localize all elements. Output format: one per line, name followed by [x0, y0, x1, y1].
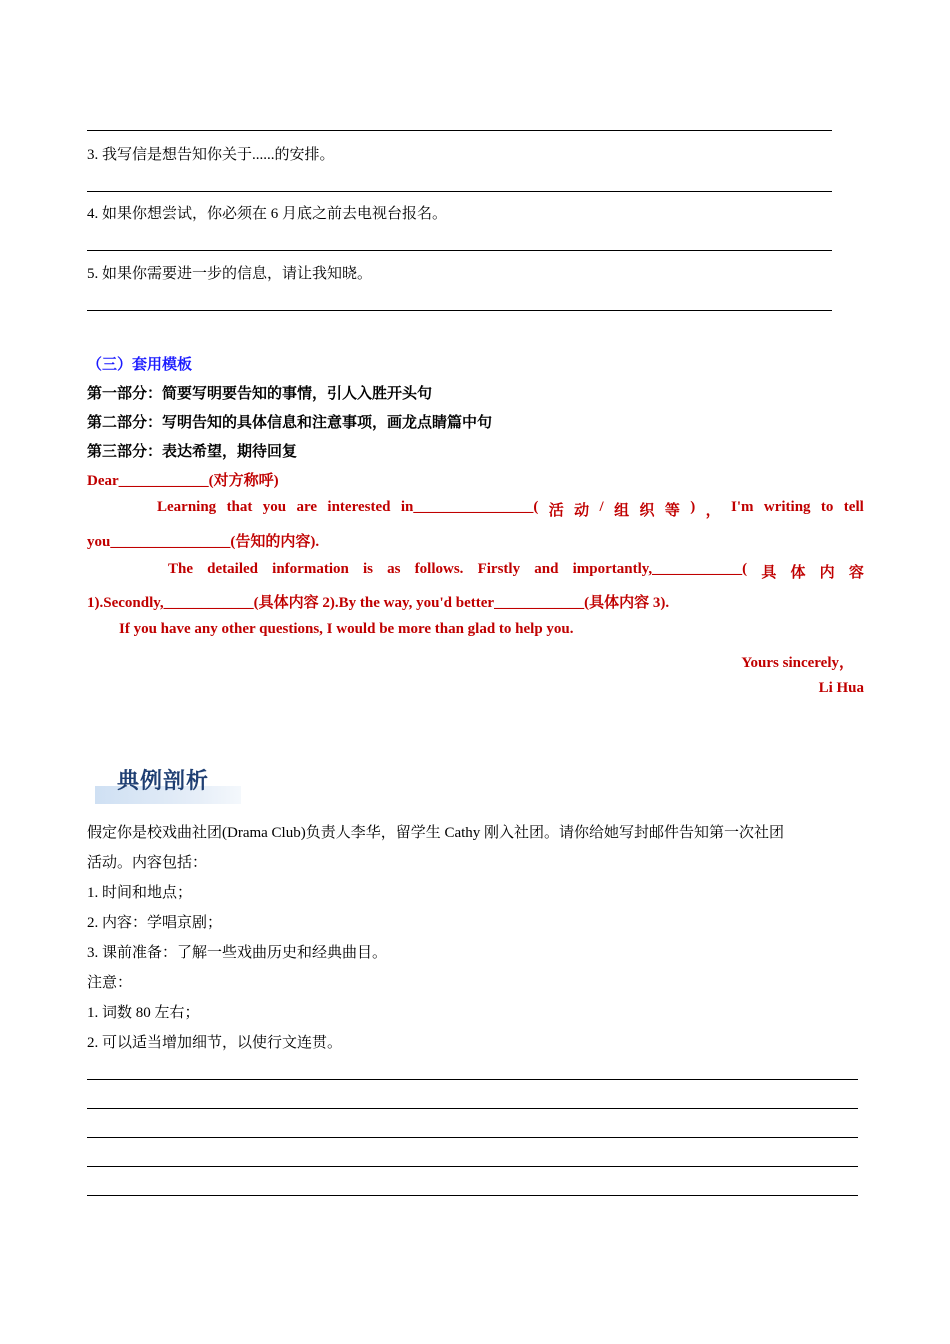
answer-line-5[interactable] — [87, 310, 832, 311]
p1-word: tell — [843, 499, 864, 515]
exercise-q3: 3. 我写信是想告知你关于......的安排。 — [87, 147, 335, 163]
task-line-1: 假定你是校戏曲社团(Drama Club)负责人李华，留学生 Cathy 刚入社团。请你给她写封邮件告知第一次社团 — [87, 825, 785, 841]
p1-word: 织 — [639, 503, 655, 519]
template-part2: 第二部分：写明告知的具体信息和注意事项，画龙点睛篇中句 — [87, 415, 493, 431]
p1-word: that — [226, 499, 253, 515]
writing-line-4[interactable] — [87, 1166, 858, 1167]
p2-word: 容 — [848, 565, 864, 581]
p1-word: Learning — [157, 499, 217, 515]
template-heading: （三）套用模板 — [87, 357, 193, 373]
p2-word: and — [534, 561, 559, 577]
writing-line-1[interactable] — [87, 1079, 858, 1080]
p1-word: 活 — [548, 503, 564, 519]
task-line-4: 2. 内容：学唱京剧； — [87, 915, 223, 931]
p1-word: to — [820, 499, 834, 515]
p1-word: interested — [327, 499, 391, 515]
p2-word: information — [272, 561, 349, 577]
template-paragraph1-line2: you________________(告知的内容). — [87, 534, 320, 550]
p2-word: is — [363, 561, 374, 577]
p1-word: writing — [763, 499, 811, 515]
task-line-7: 1. 词数 80 左右； — [87, 1005, 200, 1021]
exercise-q5: 5. 如果你需要进一步的信息，请让我知晓。 — [87, 266, 373, 282]
p1-word: in________________( — [400, 499, 539, 515]
p2-word: as — [387, 561, 401, 577]
p2-word: The — [168, 561, 194, 577]
task-line-3: 1. 时间和地点； — [87, 885, 193, 901]
template-paragraph2-line2: 1).Secondly,____________(具体内容 2).By the way, you'd better____________(具体内容 3). — [87, 595, 670, 611]
p1-word: 等 — [664, 503, 680, 519]
p1-word: ， — [705, 503, 721, 519]
writing-line-3[interactable] — [87, 1137, 858, 1138]
template-closing: Yours sincerely， — [741, 655, 854, 671]
badge-title: 典例剖析 — [117, 769, 210, 794]
template-salutation — [87, 469, 279, 490]
task-line-6: 注意： — [87, 975, 133, 991]
answer-line-2[interactable] — [87, 130, 832, 131]
answer-line-4[interactable] — [87, 250, 832, 251]
template-paragraph3: If you have any other questions, I would be more than glad to help you. — [119, 621, 574, 637]
salutation-dear: Dear — [87, 473, 119, 489]
document-page — [87, 0, 864, 1344]
writing-line-2[interactable] — [87, 1108, 858, 1109]
section-badge — [95, 764, 241, 806]
p2-word: importantly,____________( — [572, 561, 748, 577]
exercise-q4: 4. 如果你想尝试，你必须在 6 月底之前去电视台报名。 — [87, 206, 448, 222]
p2-word: detailed — [207, 561, 259, 577]
template-paragraph2-line1 — [168, 561, 864, 582]
answer-line-3[interactable] — [87, 191, 832, 192]
p2-word: follows. — [414, 561, 464, 577]
p1-word: 动 — [574, 503, 590, 519]
p1-word: are — [296, 499, 318, 515]
salutation-note: (对方称呼) — [208, 473, 279, 489]
p1-word: you — [262, 499, 287, 515]
p2-word: 体 — [790, 565, 806, 581]
example-task — [87, 818, 864, 1058]
template-part1: 第一部分：简要写明要告知的事情，引人入胜开头句 — [87, 386, 433, 402]
p1-word: I'm — [731, 499, 754, 515]
p1-word: 组 — [614, 503, 630, 519]
p1-word: ) — [690, 499, 696, 515]
template-part3: 第三部分：表达希望，期待回复 — [87, 444, 298, 460]
task-line-2: 活动。内容包括： — [87, 855, 208, 871]
template-signature: Li Hua — [818, 680, 864, 696]
template-paragraph1-line1 — [157, 499, 864, 520]
p1-word: / — [599, 499, 604, 515]
salutation-blank: ____________ — [118, 473, 209, 489]
writing-line-5[interactable] — [87, 1195, 858, 1196]
task-line-8: 2. 可以适当增加细节，以使行文连贯。 — [87, 1035, 343, 1051]
p2-word: 具 — [761, 565, 777, 581]
p2-word: Firstly — [477, 561, 521, 577]
p2-word: 内 — [819, 565, 835, 581]
task-line-5: 3. 课前准备：了解一些戏曲历史和经典曲目。 — [87, 945, 388, 961]
